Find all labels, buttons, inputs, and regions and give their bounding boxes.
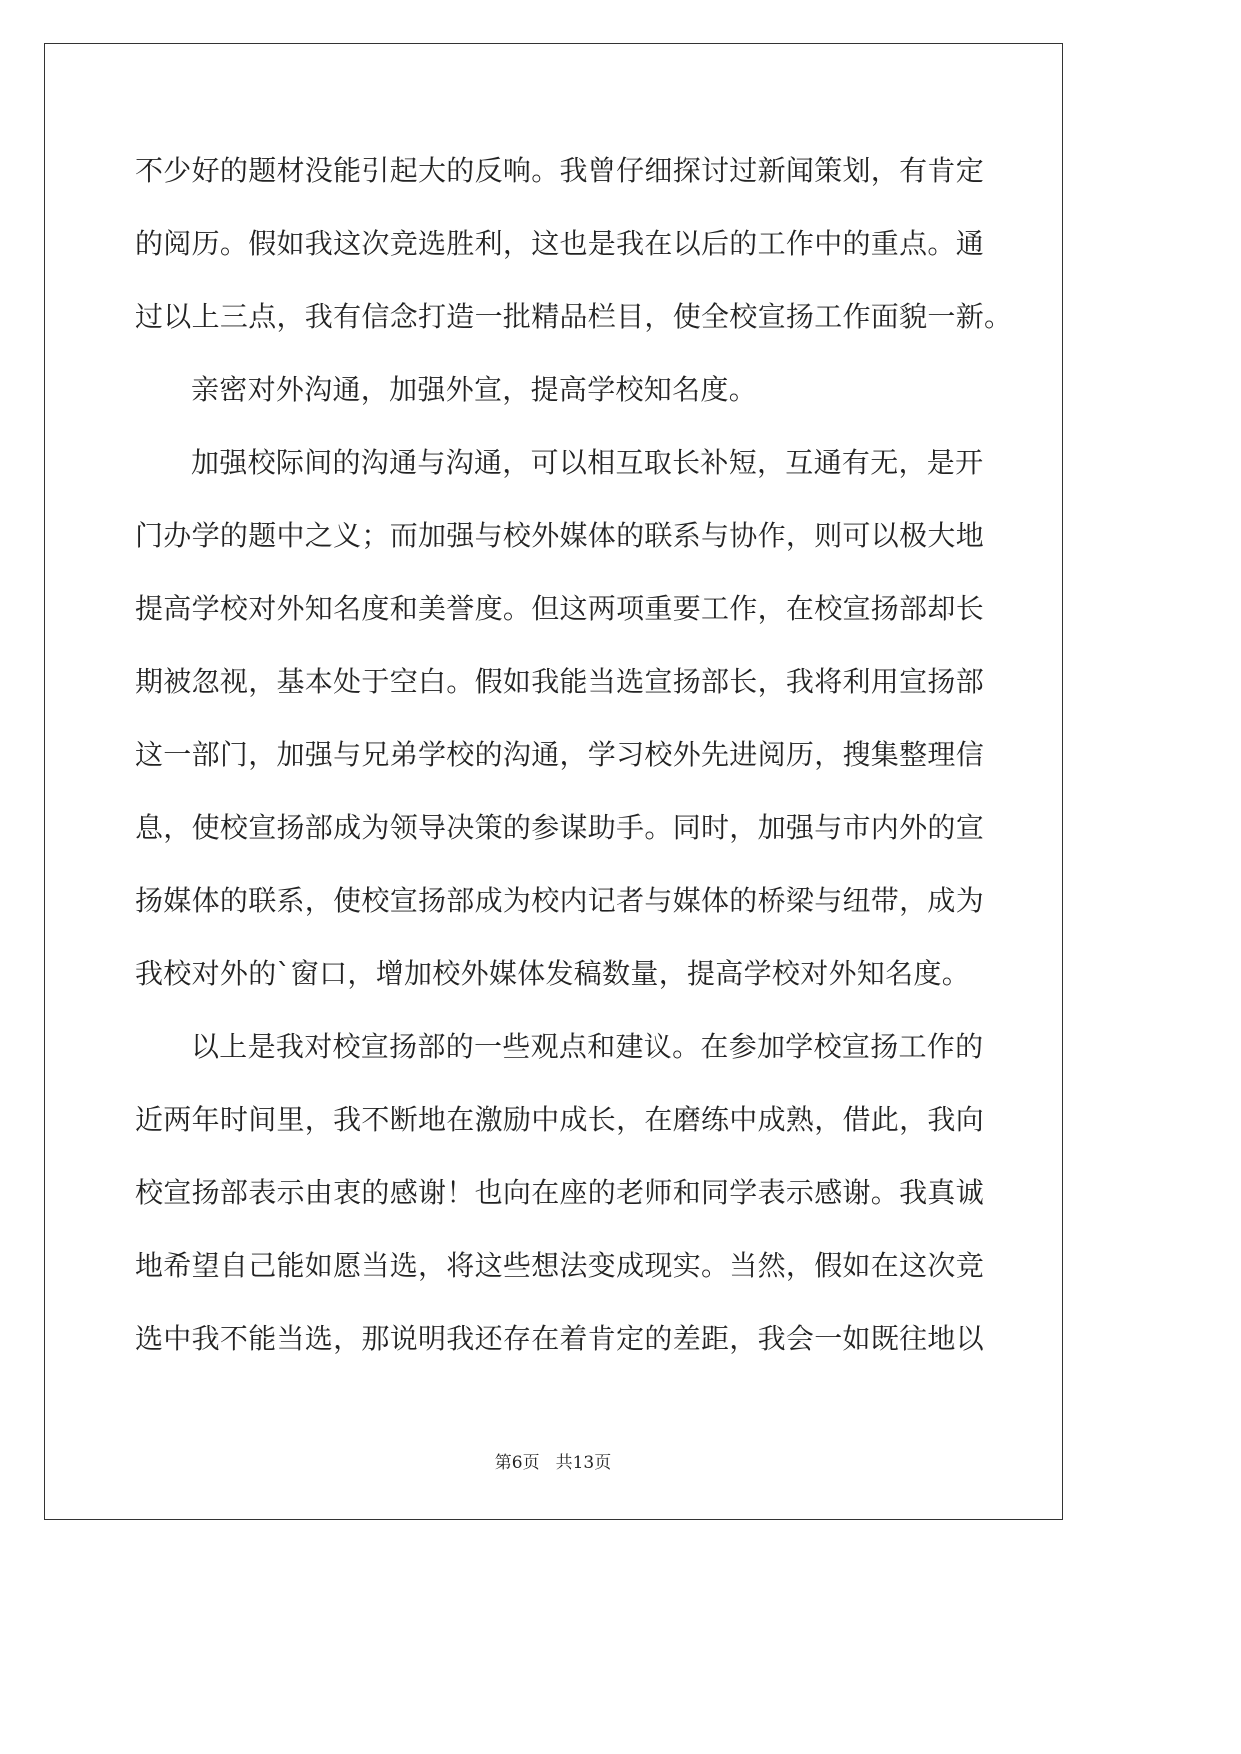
- body-line: 以上是我对校宣扬部的一些观点和建议。在参加学校宣扬工作的: [191, 1030, 984, 1063]
- body-line: 门办学的题中之义；而加强与校外媒体的联系与协作，则可以极大地: [135, 519, 985, 552]
- body-line: 过以上三点，我有信念打造一批精品栏目，使全校宣扬工作面貌一新。: [135, 300, 1013, 333]
- body-line: 我校对外的`窗口，增加校外媒体发稿数量，提高学校对外知名度。: [135, 957, 971, 990]
- body-line: 提高学校对外知名度和美誉度。但这两项重要工作，在校宣扬部却长: [135, 592, 985, 625]
- body-line: 息，使校宣扬部成为领导决策的参谋助手。同时，加强与市内外的宣: [135, 811, 985, 844]
- body-line: 扬媒体的联系，使校宣扬部成为校内记者与媒体的桥梁与纽带，成为: [135, 884, 985, 917]
- body-line: 地希望自己能如愿当选，将这些想法变成现实。当然，假如在这次竞: [135, 1249, 985, 1282]
- body-line: 的阅历。假如我这次竞选胜利，这也是我在以后的工作中的重点。通: [135, 227, 985, 260]
- body-line: 不少好的题材没能引起大的反响。我曾仔细探讨过新闻策划，有肯定: [135, 154, 985, 187]
- section-heading: 亲密对外沟通，加强外宣，提高学校知名度。: [191, 373, 758, 406]
- body-line: 近两年时间里，我不断地在激励中成长，在磨练中成熟，借此，我向: [135, 1103, 985, 1136]
- body-line: 期被忽视，基本处于空白。假如我能当选宣扬部长，我将利用宣扬部: [135, 665, 985, 698]
- body-line: 加强校际间的沟通与沟通，可以相互取长补短，互通有无，是开: [191, 446, 984, 479]
- body-line: 这一部门，加强与兄弟学校的沟通，学习校外先进阅历，搜集整理信: [135, 738, 985, 771]
- body-line: 选中我不能当选，那说明我还存在着肯定的差距，我会一如既往地以: [135, 1322, 985, 1355]
- body-line: 校宣扬部表示由衷的感谢！也向在座的老师和同学表示感谢。我真诚: [135, 1176, 985, 1209]
- page-number: 第6页: [494, 1453, 540, 1473]
- page-total: 共13页: [555, 1453, 612, 1473]
- page-footer: [0, 1451, 1106, 1475]
